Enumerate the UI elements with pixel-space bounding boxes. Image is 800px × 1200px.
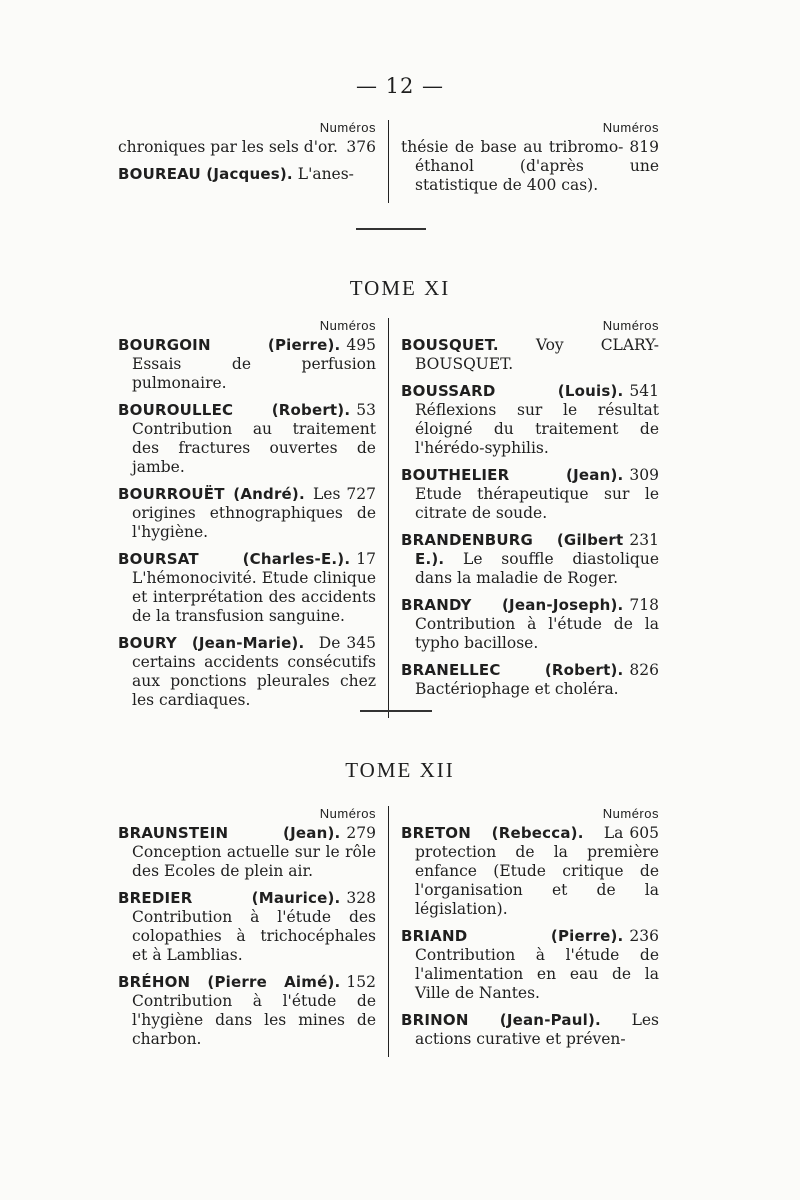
- entry-title: De certains accidents consécutifs aux ponctions pleurales chez les cardiaques.: [132, 634, 376, 709]
- entry-number: 231: [629, 531, 659, 549]
- index-entry: [401, 138, 659, 195]
- numeros-label: Numéros: [319, 120, 376, 135]
- tome-xii-title: TOME XII: [345, 758, 455, 782]
- numeros-label: Numéros: [602, 806, 659, 821]
- entry-number: 345: [346, 634, 376, 652]
- entry-author: BOUTHELIER (Jean).: [401, 466, 624, 484]
- entry-number: 541: [629, 382, 659, 400]
- index-entry: [401, 927, 659, 1003]
- entry-number: 236: [629, 927, 659, 945]
- index-entry: [401, 1011, 659, 1049]
- tome-xii-section: [118, 806, 680, 1057]
- tome-xii-right-column: [389, 806, 659, 1057]
- tome-xi-right-column: [389, 318, 659, 718]
- numeros-label: Numéros: [319, 318, 376, 333]
- top-right-column: [389, 120, 659, 203]
- entry-number: 328: [346, 889, 376, 907]
- entry-author: BRANDENBURG (Gilbert E.).: [401, 531, 624, 568]
- entry-title: Contribution à l'étude de l'hygiène dans les mines de charbon.: [132, 992, 376, 1048]
- index-entry: [118, 634, 376, 710]
- entry-number: 279: [346, 824, 376, 842]
- top-continuation-section: [118, 120, 680, 203]
- entry-number: 495: [346, 336, 376, 354]
- entry-number: 727: [346, 485, 376, 503]
- entry-title: Conception actuelle sur le rôle des Ecoles de plein air.: [132, 843, 376, 880]
- entry-title: Etude thérapeutique sur le citrate de soude.: [415, 485, 659, 522]
- entry-title: Contribution à l'étude des colopathies à trichocéphales et à Lamblias.: [132, 908, 376, 964]
- entry-author: BREDIER (Maurice).: [118, 889, 341, 907]
- entry-list: [401, 824, 659, 1049]
- entry-author: BOURSAT (Charles-E.).: [118, 550, 351, 568]
- tome-xi-section: [118, 318, 680, 718]
- entry-title: La protection de la première enfance (Etude critique de l'organisation et de la législation).: [415, 824, 659, 918]
- index-entry: [401, 596, 659, 653]
- entry-number: 819: [629, 138, 659, 156]
- index-entry: [401, 336, 659, 374]
- entry-title: Contribution au traitement des fractures ouvertes de jambe.: [132, 420, 376, 476]
- entry-author: BOURROUËT (André).: [118, 485, 305, 503]
- entry-title: Les origines ethnographiques de l'hygiène.: [132, 485, 376, 541]
- tome-xii-columns: [118, 806, 680, 1057]
- index-entry: [118, 485, 376, 542]
- numeros-label: Numéros: [602, 120, 659, 135]
- entry-title: chroniques par les sels d'or.: [118, 138, 338, 156]
- entry-title: L'anes-: [297, 165, 354, 183]
- entry-author: BRIAND (Pierre).: [401, 927, 624, 945]
- entry-number: 826: [629, 661, 659, 679]
- index-entry: [401, 466, 659, 523]
- entry-author: BRETON (Rebecca).: [401, 824, 584, 842]
- numeros-label: Numéros: [319, 806, 376, 821]
- entry-title: Contribution à l'étude de l'alimentation en eau de la Ville de Nantes.: [415, 946, 659, 1002]
- entry-list: [118, 138, 376, 184]
- entry-author: BRINON (Jean-Paul).: [401, 1011, 601, 1029]
- entry-title: Le souffle diastolique dans la maladie de Roger.: [415, 550, 659, 587]
- index-entry: [118, 889, 376, 965]
- entry-number: 309: [629, 466, 659, 484]
- top-columns: [118, 120, 680, 203]
- entry-number: 17: [356, 550, 376, 568]
- entry-list: [401, 336, 659, 699]
- entry-list: [118, 336, 376, 710]
- numeros-label: Numéros: [602, 318, 659, 333]
- entry-author: BOUSQUET.: [401, 336, 499, 354]
- index-entry: [118, 824, 376, 881]
- entry-author: BRANELLEC (Robert).: [401, 661, 624, 679]
- index-entry: [401, 382, 659, 458]
- index-entry: [118, 138, 376, 157]
- page-number: — 12 —: [355, 74, 445, 98]
- entry-title: Voy CLARY-BOUSQUET.: [415, 336, 659, 373]
- entry-number: 605: [629, 824, 659, 842]
- section-rule: [356, 228, 426, 230]
- entry-title: Contribution à l'étude de la typho bacillose.: [415, 615, 659, 652]
- entry-number: 53: [356, 401, 376, 419]
- entry-title: L'hémonocivité. Etude clinique et interprétation des accidents de la transfusion sanguine.: [132, 569, 376, 625]
- entry-number: 152: [346, 973, 376, 991]
- index-entry: [401, 531, 659, 588]
- entry-title: Les actions curative et préven-: [415, 1011, 659, 1048]
- tome-xi-title: TOME XI: [349, 276, 451, 300]
- index-entry: [401, 661, 659, 699]
- index-entry: [118, 336, 376, 393]
- index-entry: [401, 824, 659, 919]
- entry-author: BOUROULLEC (Robert).: [118, 401, 351, 419]
- index-entry: [118, 165, 376, 184]
- section-rule: [360, 710, 432, 712]
- entry-author: BOURGOIN (Pierre).: [118, 336, 341, 354]
- entry-number: 718: [629, 596, 659, 614]
- entry-title: Réflexions sur le résultat éloigné du traitement de l'hérédo-syphilis.: [415, 401, 659, 457]
- entry-author: BRANDY (Jean-Joseph).: [401, 596, 624, 614]
- tome-xii-left-column: [118, 806, 388, 1057]
- entry-title: Bactériophage et choléra.: [415, 680, 619, 698]
- entry-author: BOUREAU (Jacques).: [118, 165, 293, 183]
- tome-xi-left-column: [118, 318, 388, 718]
- entry-author: BRÉHON (Pierre Aimé).: [118, 973, 341, 991]
- entry-list: [118, 824, 376, 1049]
- entry-title: Essais de perfusion pulmonaire.: [132, 355, 376, 392]
- entry-number: 376: [346, 138, 376, 156]
- index-entry: [118, 973, 376, 1049]
- index-entry: [118, 401, 376, 477]
- index-entry: [118, 550, 376, 626]
- entry-author: BRAUNSTEIN (Jean).: [118, 824, 341, 842]
- entry-list: [401, 138, 659, 195]
- entry-author: BOURY (Jean-Marie).: [118, 634, 305, 652]
- entry-title: thésie de base au tribromo-éthanol (d'après une statistique de 400 cas).: [401, 138, 659, 194]
- top-left-column: [118, 120, 388, 203]
- tome-xi-columns: [118, 318, 680, 718]
- entry-author: BOUSSARD (Louis).: [401, 382, 624, 400]
